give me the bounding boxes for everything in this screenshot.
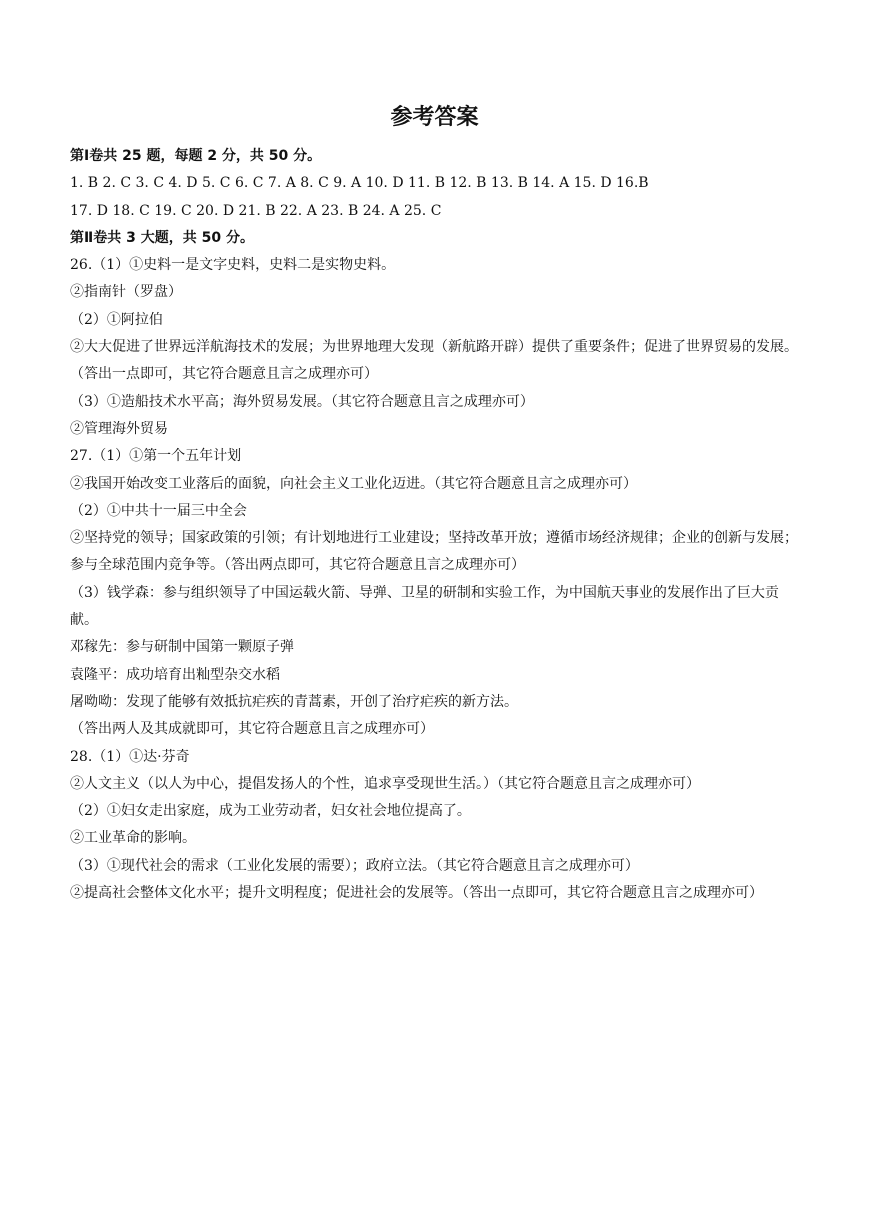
- answer-line: ②人文主义（以人为中心，提倡发扬人的个性，追求享受现世生活。）（其它符合题意且言之成理亦可）: [70, 775, 700, 792]
- answer-line: （3）钱学森：参与组织领导了中国运载火箭、导弹、卫星的研制和实验工作，为中国航天事业的发展作出了巨大贡献。: [70, 584, 779, 629]
- answer-line: ②我国开始改变工业落后的面貌，向社会主义工业化迈进。（其它符合题意且言之成理亦可）: [70, 475, 637, 492]
- answer-line: 屠呦呦：发现了能够有效抵抗疟疾的青蒿素，开创了治疗疟疾的新方法。: [70, 693, 518, 710]
- answer-line: （2）①阿拉伯: [70, 311, 163, 328]
- answer-line: ②管理海外贸易: [70, 420, 168, 437]
- answer-line: 26.（1）①史料一是文字史料，史料二是实物史料。: [70, 257, 396, 274]
- answer-line: ②工业革命的影响。: [70, 830, 196, 847]
- section1-heading: 第Ⅰ卷共 25 题，每题 2 分，共 50 分。: [70, 148, 322, 164]
- answer-line: 邓稼先：参与研制中国第一颗原子弹: [70, 639, 294, 656]
- page-title: 参考答案: [390, 105, 479, 130]
- answer-line: 27.（1）①第一个五年计划: [70, 448, 242, 465]
- answer-line: （3）①造船技术水平高；海外贸易发展。（其它符合题意且言之成理亦可）: [70, 393, 534, 410]
- answer-line: ②指南针（罗盘）: [70, 284, 182, 301]
- answer-line: （3）①现代社会的需求（工业化发展的需要）；政府立法。（其它符合题意且言之成理亦可）: [70, 857, 639, 874]
- answer-line: （2）①妇女走出家庭，成为工业劳动者，妇女社会地位提高了。: [70, 803, 471, 820]
- answer-line: （答出两人及其成就即可，其它符合题意且言之成理亦可）: [70, 721, 434, 738]
- answer-line: 袁隆平：成功培育出籼型杂交水稻: [70, 666, 280, 683]
- answer-line: ②大大促进了世界远洋航海技术的发展；为世界地理大发现（新航路开辟）提供了重要条件；促进了世界贸易的发展。（答出一点即可，其它符合题意且言之成理亦可）: [70, 339, 798, 383]
- section2-heading: 第Ⅱ卷共 3 大题，共 50 分。: [70, 229, 254, 246]
- choice-answers-row-1: 1. B 2. C 3. C 4. D 5. C 6. C 7. A 8. C 9. A 10. D 11. B 12. B 13. B 14. A 15. D 16.B: [70, 175, 649, 192]
- answer-line: ②提高社会整体文化水平；提升文明程度；促进社会的发展等。（答出一点即可，其它符合题意且言之成理亦可）: [70, 885, 763, 902]
- choice-answers-row-2: 17. D 18. C 19. C 20. D 21. B 22. A 23. B 24. A 25. C: [70, 202, 442, 219]
- answer-line: ②坚持党的领导；国家政策的引领；有计划地进行工业建设；坚持改革开放；遵循市场经济规律；企业的创新与发展；参与全球范围内竞争等。（答出两点即可，其它符合题意且言之成理亦可）: [70, 530, 798, 574]
- answer-line: 28.（1）①达·芬奇: [70, 748, 190, 765]
- answer-line: （2）①中共十一届三中全会: [70, 502, 247, 519]
- answer-content: [70, 143, 802, 907]
